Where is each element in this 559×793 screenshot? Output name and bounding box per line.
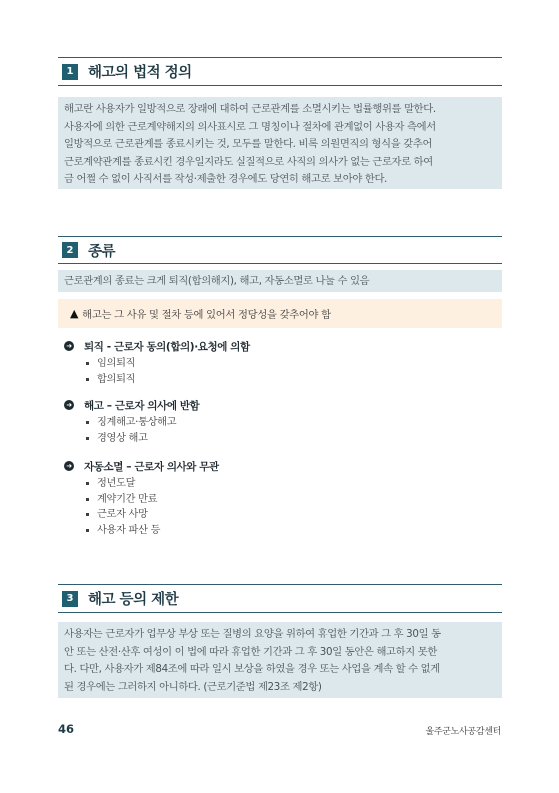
item-text: 계약기간 만료 [97,493,158,505]
section-1-header [58,57,502,86]
list-item [86,492,494,508]
section-number: 1 [62,64,78,80]
group-title: 퇴직 - 근로자 동의(합의)·요청에 의함 [84,340,250,353]
warning-text: 해고는 그 사유 및 절차 등에 있어서 정당성을 갖추어야 함 [82,309,331,321]
type-group [64,458,494,538]
item-text: 임의퇴직 [97,358,136,369]
group-heading [64,397,494,413]
intro-box [58,270,502,292]
group-title: 해고 – 근로자 의사에 반함 [84,399,200,412]
warning-icon: ▲ [70,307,79,320]
type-group [64,338,494,387]
group-heading [64,338,494,354]
item-text: 근로자 사망 [97,509,148,520]
section-number: 3 [62,591,78,607]
arrow-circle-icon: ➜ [64,461,74,471]
warning-box [58,299,502,328]
text-line: 해고란 사용자가 일방적으로 장래에 대하여 근로관계를 소멸시키는 법률행위를 말한다. [64,103,436,115]
text-line: 된 경우에는 그러하지 아니하다. (근로기준법 제23조 제2항) [64,680,322,693]
restriction-box [58,622,502,698]
definition-box [58,97,502,189]
list-item [86,415,494,431]
list-item [86,476,494,492]
footer-organization: 울주군노사공감센터 [425,727,501,737]
item-text: 합의퇴직 [97,373,136,385]
text-line: 사용자는 근로자가 업무상 부상 또는 질병의 요양을 위하여 휴업한 기간과 그 후 30일 동 [64,628,441,640]
type-group [64,397,494,446]
intro-text: 근로관계의 종료는 크게 퇴직(합의해지), 해고, 자동소멸로 나눌 수 있음 [64,275,370,287]
item-text: 사용자 파산 등 [97,524,161,536]
item-text: 정년도달 [97,478,136,489]
list-item [86,372,494,388]
text-line: 안 또는 산전·산후 여성이 이 법에 따라 휴업한 기간과 그 후 30일 동안은 해고하지 못한 [64,645,437,658]
section-title: 해고 등의 제한 [88,592,179,608]
text-line: 다. 다만, 사용자가 제84조에 따라 일시 보상을 하였을 경우 또는 사업을 계속 할 수 없게 [64,663,440,676]
item-text: 징계해고·통상해고 [97,417,177,428]
text-line: 일방적으로 근로관계를 종료시키는 것, 모두를 말한다. 비록 의원면직의 형식을 갖추어 [64,138,433,151]
arrow-circle-icon: ➜ [64,341,74,351]
list-item [86,356,494,372]
group-title: 자동소멸 – 근로자 의사와 무관 [84,460,219,473]
item-text: 경영상 해고 [97,432,148,444]
list-item [86,523,494,539]
section-3-header [58,584,502,613]
list-item [86,431,494,447]
text-line: 금 어쩔 수 없이 사직서를 작성·제출한 경우에도 당연히 해고로 보아야 한다. [64,173,387,186]
text-line: 근로계약관계를 종료시킨 경우일지라도 실질적으로 사직의 의사가 없는 근로자로 하여 [64,155,433,168]
section-title: 해고의 법적 정의 [88,65,192,81]
section-title: 종류 [88,243,116,260]
list-item [86,507,494,523]
arrow-circle-icon: ➜ [64,400,74,410]
page-number: 46 [58,722,75,736]
group-heading [64,458,494,474]
text-line: 사용자에 의한 근로계약해지의 의사표시로 그 명칭이나 절차에 관계없이 사용자 측에서 [64,120,436,133]
section-number: 2 [62,242,78,258]
section-2-header [58,236,502,264]
